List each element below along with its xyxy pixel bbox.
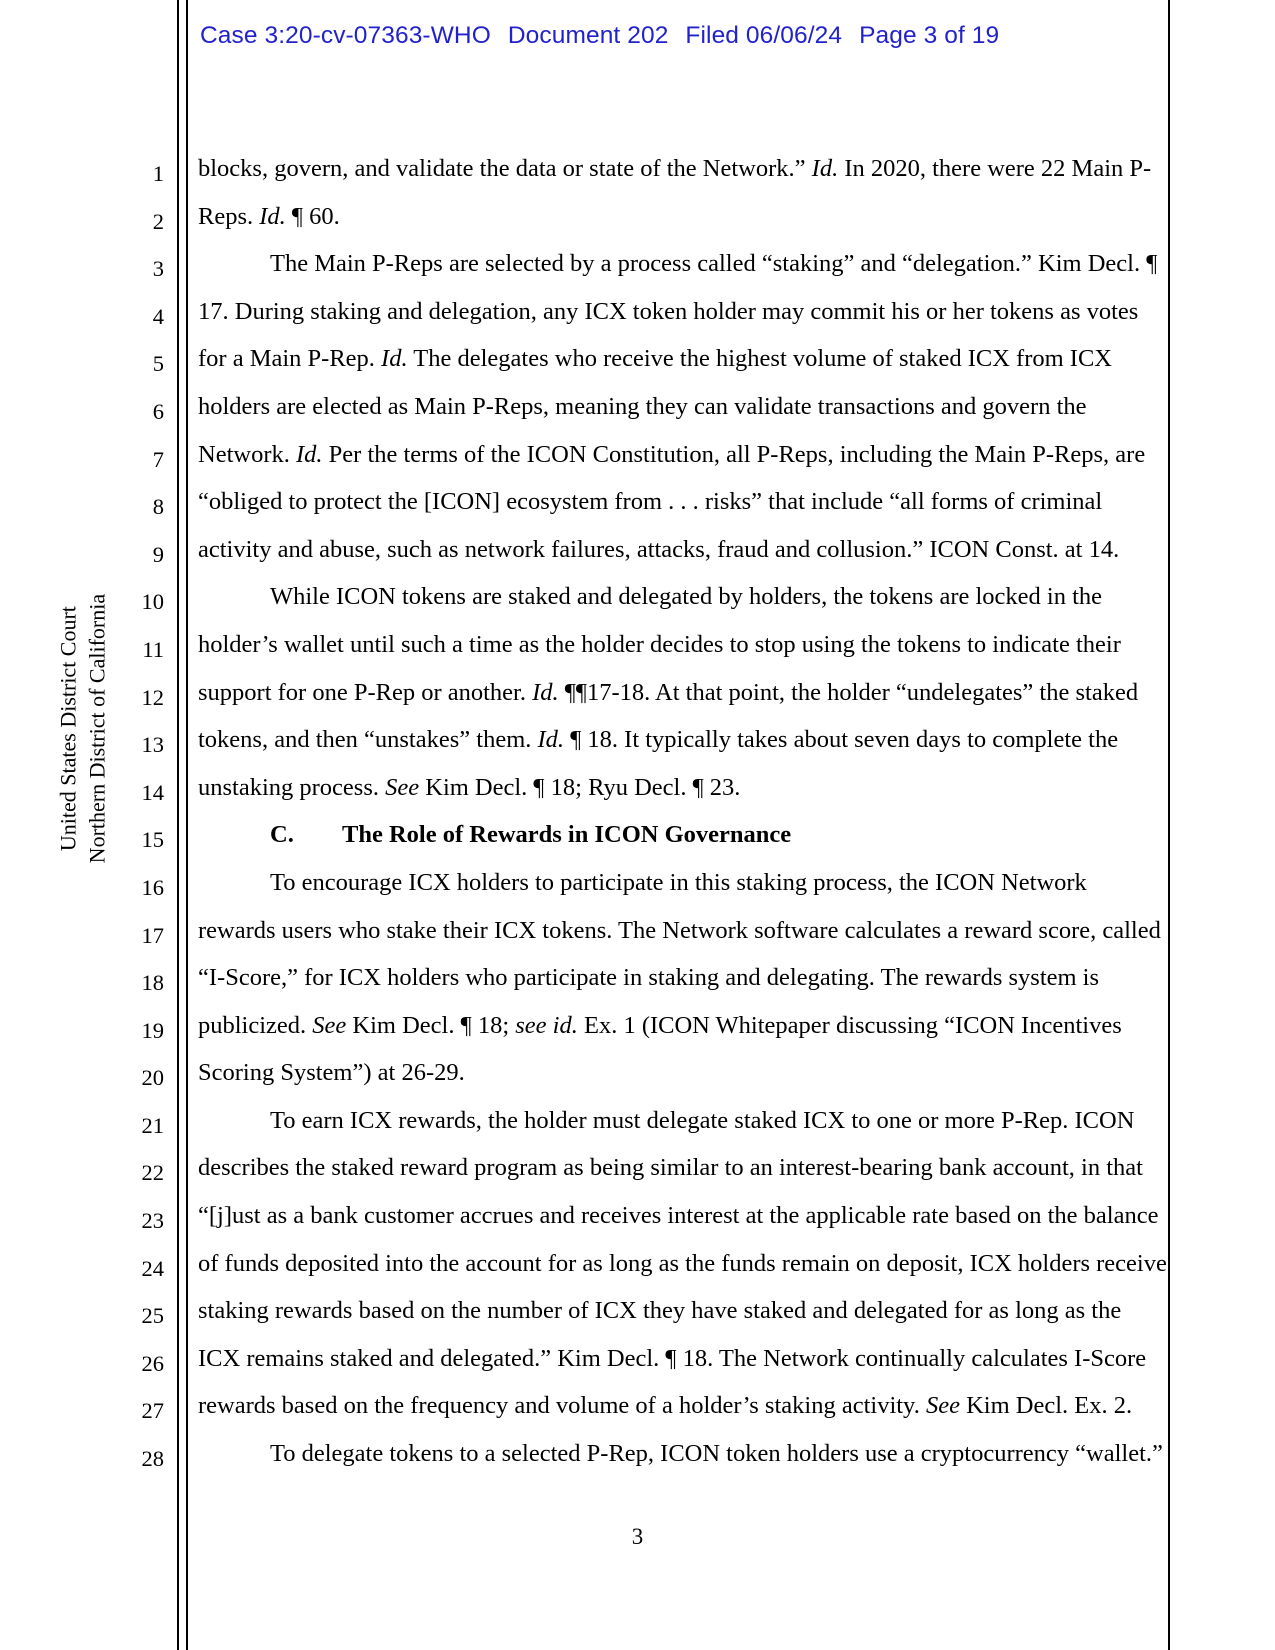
- line-text: [198, 1299, 1158, 1324]
- document-line-row: [0, 1293, 1275, 1341]
- line-number: 12: [141, 684, 164, 710]
- text-run: holders are elected as Main P-Reps, meaning they can validate transactions and govern the: [198, 392, 1087, 420]
- line-text: [198, 392, 1158, 420]
- document-line-row: [0, 1341, 1275, 1389]
- text-run: publicized.: [198, 1011, 313, 1039]
- text-run: holder’s wallet until such a time as the holder decides to stop using the tokens to indicate their: [198, 630, 1121, 658]
- text-run: “I-Score,” for ICX holders who participate in staking and delegating. The rewards system is: [198, 964, 1100, 992]
- line-number: 4: [152, 303, 164, 329]
- line-number: 26: [141, 1350, 164, 1376]
- document-line-row: [0, 579, 1275, 627]
- line-number: 5: [152, 351, 164, 377]
- line-text: [198, 347, 1158, 372]
- line-text: [198, 630, 1158, 658]
- line-number: 2: [152, 208, 164, 234]
- text-run: ¶ 18. It typically takes about seven days to complete the: [564, 726, 1119, 754]
- text-run: The delegates who receive the highest volume of staked ICX from ICX: [407, 345, 1112, 373]
- text-run: tokens, and then “unstakes” them.: [198, 726, 538, 754]
- text-run: To delegate tokens to a selected P-Rep, ICON token holders use a cryptocurrency “wallet.”: [270, 1440, 1163, 1468]
- italic-citation: See: [312, 1011, 347, 1039]
- line-number: 21: [141, 1112, 164, 1138]
- text-run: ICX remains staked and delegated.” Kim Decl. ¶ 18. The Network continually calculates I-Score: [198, 1344, 1147, 1372]
- text-run: Ex. 1 (ICON Whitepaper discussing “ICON Incentives: [577, 1011, 1122, 1039]
- line-number: 19: [141, 1017, 164, 1043]
- line-number: 28: [141, 1446, 164, 1472]
- line-text: [198, 490, 1158, 515]
- document-line-row: [0, 341, 1275, 389]
- line-number: 10: [141, 589, 164, 615]
- line-text: [198, 1344, 1158, 1372]
- line-text: [198, 773, 1158, 801]
- text-run: ¶¶17-18. At that point, the holder “undelegates” the staked: [558, 678, 1139, 706]
- line-text: [198, 440, 1158, 468]
- line-number: 1: [152, 161, 164, 186]
- line-number: 15: [141, 827, 164, 853]
- line-text: [198, 728, 1158, 753]
- document-line-row: [0, 1388, 1275, 1436]
- line-number: 11: [142, 636, 164, 662]
- document-line-row: [0, 1008, 1275, 1056]
- line-number: 18: [141, 970, 164, 996]
- text-run: Per the terms of the ICON Constitution, all P-Reps, including the Main P-Reps, are: [322, 440, 1146, 468]
- text-run: In 2020, there were 22 Main P-: [838, 155, 1152, 182]
- line-text: [198, 1440, 1163, 1468]
- line-number: 22: [141, 1160, 164, 1186]
- line-text: [198, 157, 1158, 182]
- line-number: 17: [141, 922, 164, 948]
- line-text: [198, 535, 1158, 563]
- text-run: Kim Decl. Ex. 2.: [959, 1392, 1133, 1420]
- ecf-page-indicator: Page 3 of 19: [859, 22, 1000, 49]
- text-run: To encourage ICX holders to participate in this staking process, the ICON Network: [270, 868, 1087, 896]
- text-run: for a Main P-Rep.: [198, 345, 382, 373]
- line-number: 9: [152, 541, 164, 567]
- line-number: 23: [141, 1208, 164, 1234]
- line-text: [198, 916, 1161, 944]
- line-text: [198, 202, 1158, 230]
- italic-citation: See: [385, 773, 420, 801]
- document-line-row: [0, 1436, 1275, 1484]
- court-name-line-1: United States District Court: [55, 606, 81, 852]
- document-line-row: [0, 675, 1275, 723]
- text-run: Kim Decl. ¶ 18; Ryu Decl. ¶ 23.: [419, 773, 741, 801]
- ecf-document-number: Document 202: [507, 22, 669, 49]
- italic-citation: Id.: [295, 440, 323, 468]
- document-body: [0, 151, 1275, 1484]
- document-line-row: [0, 199, 1275, 247]
- text-run: Scoring System”) at 26-29.: [198, 1059, 465, 1087]
- line-text: [198, 823, 1158, 848]
- line-text: [198, 1394, 1158, 1419]
- line-text: [198, 1011, 1158, 1039]
- line-text: [198, 1061, 1158, 1086]
- text-run: 17. During staking and delegation, any ICX token holder may commit his or her tokens as votes: [198, 297, 1139, 325]
- italic-citation: See: [925, 1392, 960, 1420]
- line-text: [198, 297, 1158, 325]
- line-number: 13: [141, 732, 164, 758]
- document-line-row: [0, 627, 1275, 675]
- line-number: 7: [152, 446, 164, 472]
- italic-citation: Id.: [381, 345, 408, 373]
- italic-citation: see id.: [515, 1011, 578, 1039]
- line-text: [198, 868, 1158, 896]
- heading-title: The Role of Rewards in ICON Governance: [342, 821, 792, 849]
- text-run: Network.: [198, 440, 296, 468]
- document-line-row: [0, 532, 1275, 580]
- italic-citation: Id.: [537, 726, 565, 754]
- document-line-row: [0, 1055, 1275, 1103]
- document-line-row: [0, 1198, 1275, 1246]
- text-run: support for one P-Rep or another.: [198, 678, 533, 706]
- document-line-row: [0, 865, 1275, 913]
- document-line-row: [0, 960, 1275, 1008]
- document-line-row: [0, 722, 1275, 770]
- court-name-line-2: Northern District of California: [84, 593, 109, 864]
- text-run: The Main P-Reps are selected by a process called “staking” and “delegation.” Kim Decl. ¶: [270, 250, 1158, 278]
- text-run: describes the staked reward program as being similar to an interest-bearing bank account, in that: [198, 1154, 1143, 1182]
- line-number: 3: [152, 256, 164, 282]
- line-text: [198, 1156, 1158, 1181]
- document-line-row: [0, 1246, 1275, 1294]
- italic-citation: Id.: [811, 155, 839, 182]
- line-number: 6: [152, 398, 164, 424]
- ecf-case-number: Case 3:20-cv-07363-WHO: [200, 22, 491, 49]
- text-run: unstaking process.: [198, 773, 386, 801]
- document-line-row: [0, 151, 1275, 199]
- line-text: [198, 678, 1158, 706]
- document-line-row: [0, 1103, 1275, 1151]
- line-text: [198, 1249, 1167, 1277]
- text-run: To earn ICX rewards, the holder must delegate staked ICX to one or more P-Rep. ICON: [270, 1106, 1135, 1134]
- document-line-row: [0, 913, 1275, 961]
- line-text: [198, 1106, 1158, 1134]
- text-run: “[j]ust as a bank customer accrues and receives interest at the applicable rate based on the balance: [198, 1202, 1159, 1230]
- text-run: Kim Decl. ¶ 18;: [346, 1011, 516, 1039]
- document-line-row: [0, 294, 1275, 342]
- line-number: 16: [141, 874, 164, 900]
- text-run: “obliged to protect the [ICON] ecosystem from . . . risks” that include “all forms of criminal: [198, 488, 1103, 516]
- line-number: 25: [141, 1303, 164, 1329]
- document-line-row: [0, 770, 1275, 818]
- text-run: of funds deposited into the account for as long as the funds remain on deposit, ICX holders receive: [198, 1249, 1167, 1277]
- line-number: 8: [152, 494, 164, 520]
- line-number: 14: [141, 779, 164, 805]
- line-text: [198, 252, 1158, 277]
- document-line-row: [0, 389, 1275, 437]
- text-run: staking rewards based on the number of ICX they have staked and delegated for as long as the: [198, 1297, 1122, 1325]
- line-text: [198, 585, 1158, 610]
- italic-citation: Id.: [532, 678, 559, 706]
- text-run: rewards users who stake their ICX tokens. The Network software calculates a reward score, called: [198, 916, 1161, 944]
- ecf-filed-date: Filed 06/06/24: [685, 22, 843, 49]
- ecf-header-stamp: [200, 22, 1160, 50]
- document-line-row: [0, 484, 1275, 532]
- text-run: Reps.: [198, 202, 260, 230]
- text-run: activity and abuse, such as network failures, attacks, fraud and collusion.” ICON Const. at 14.: [198, 535, 1120, 563]
- line-text: [198, 1204, 1158, 1229]
- text-run: rewards based on the frequency and volume of a holder’s staking activity.: [198, 1392, 926, 1420]
- document-line-row: [0, 437, 1275, 485]
- document-line-row: [0, 1150, 1275, 1198]
- text-run: ¶ 60.: [285, 202, 340, 230]
- text-run: blocks, govern, and validate the data or state of the Network.”: [198, 155, 812, 182]
- italic-citation: Id.: [259, 202, 286, 230]
- line-text: [198, 966, 1158, 991]
- document-line-row: [0, 817, 1275, 865]
- heading-letter: C.: [270, 821, 294, 849]
- text-run: While ICON tokens are staked and delegated by holders, the tokens are locked in the: [270, 583, 1103, 611]
- line-number: 24: [141, 1255, 164, 1281]
- document-line-row: [0, 246, 1275, 294]
- footer-page-number: 3: [631, 1524, 644, 1549]
- line-number: 27: [141, 1398, 164, 1424]
- line-number: 20: [141, 1065, 164, 1091]
